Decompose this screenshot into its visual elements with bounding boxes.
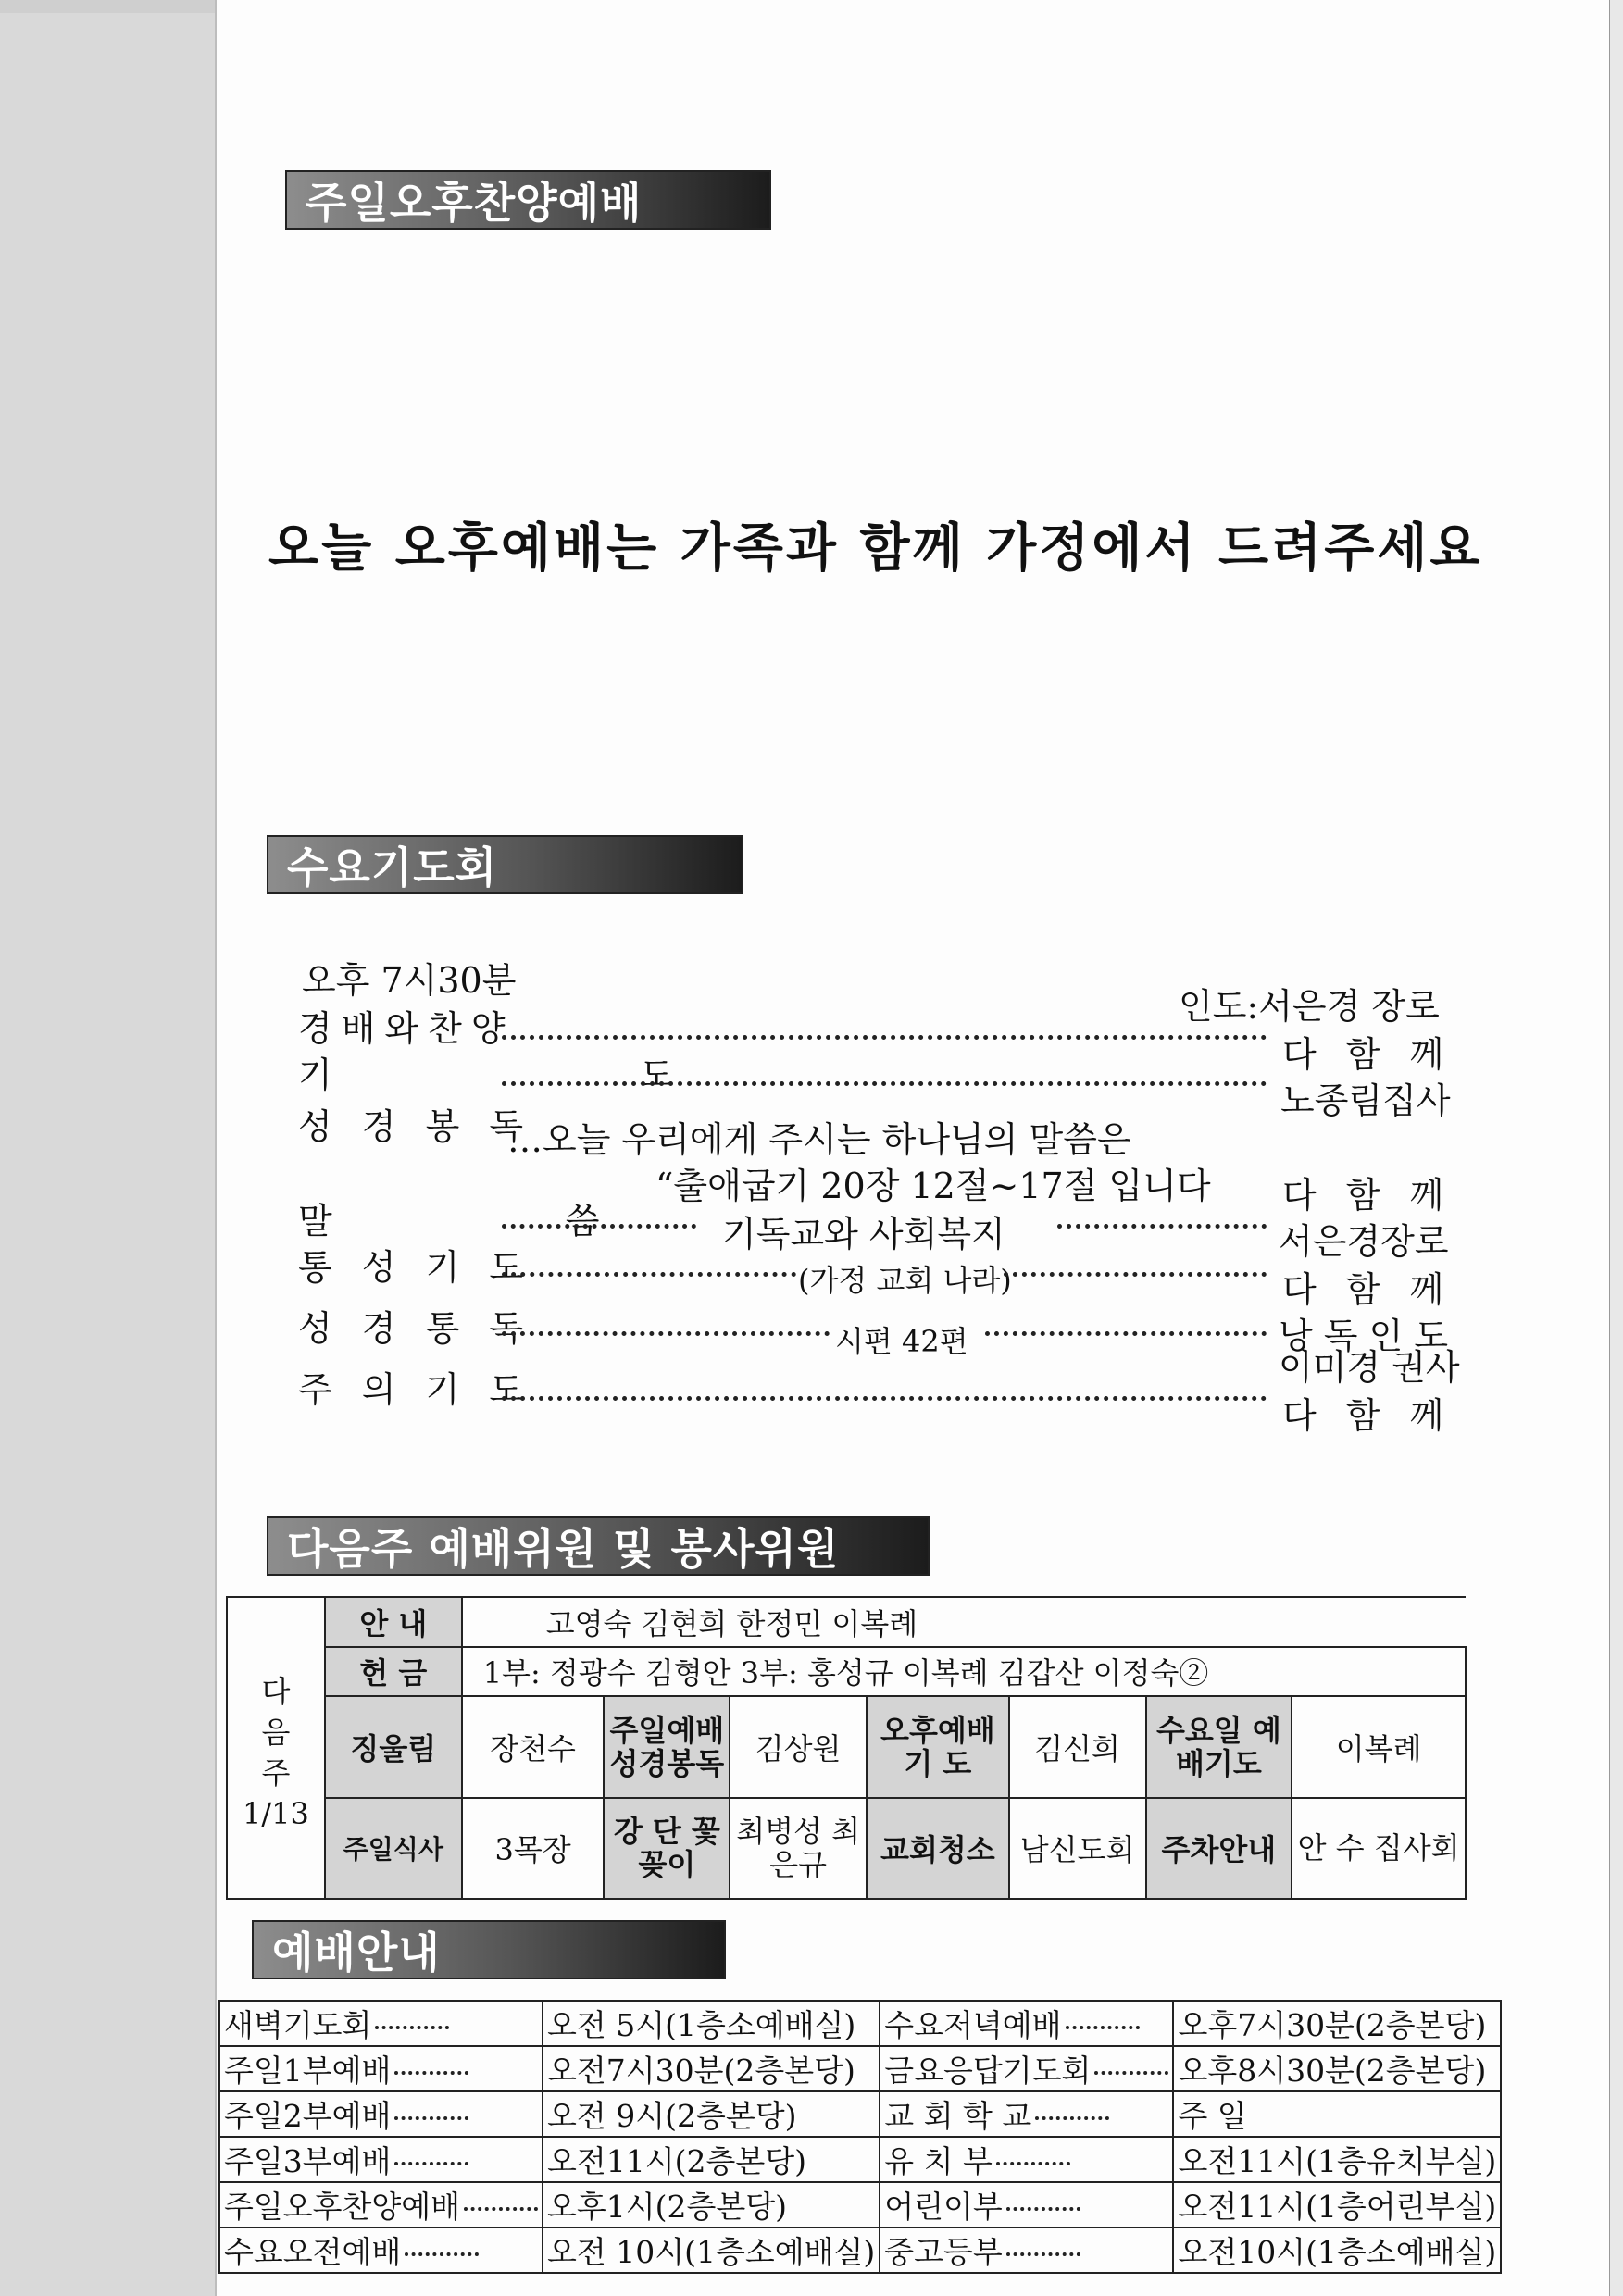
service-name: 주일2부예배 (224, 2098, 392, 2134)
leader-dots (394, 2116, 468, 2120)
scan-right-edge (1609, 0, 1623, 2296)
leader-dots (405, 2252, 479, 2256)
service-time: 오전10시(1층소예배실) (1178, 2234, 1497, 2270)
leader-dots (1066, 2026, 1140, 2029)
role-label: 오후예배 기 도 (867, 1696, 1009, 1797)
service-time-cell (543, 2182, 880, 2227)
program-label: 기 도 (298, 1054, 822, 1095)
service-name: 수요저녁예배 (884, 2007, 1062, 2043)
afternoon-worship-notice: 오늘 오후예배는 가족과 함께 가정에서 드려주세요 (268, 518, 1483, 579)
service-name-cell (880, 2001, 1173, 2046)
table-row (219, 2227, 1501, 2273)
program-right: 노종림집사 (1280, 1080, 1451, 1121)
worship-schedule-table (218, 2000, 1502, 2274)
program-right: 다 함 께 (1282, 1034, 1454, 1075)
section-header-worship-guide (252, 1920, 726, 1979)
service-name: 중고등부 (884, 2234, 1003, 2270)
program-right: 다 함 께 (1282, 1269, 1454, 1310)
table-row (227, 1597, 1466, 1647)
service-time: 오전11시(1층유치부실) (1178, 2143, 1497, 2179)
service-time-cell (1173, 2182, 1501, 2227)
program-right: 낭 독 인 도 (1279, 1316, 1449, 1356)
table-row (219, 2137, 1501, 2182)
role-value: 김신희 (1009, 1696, 1146, 1797)
service-name: 유 치 부 (884, 2143, 993, 2179)
role-label: 수요일 예배기도 (1146, 1696, 1292, 1797)
service-name-cell (880, 2091, 1173, 2137)
prayer-time: 오후 7시30분 (302, 960, 517, 1001)
program-label: 성 경 통 독 (298, 1308, 533, 1349)
program-right: 다 함 께 (1282, 1395, 1454, 1436)
service-time-cell (543, 2227, 880, 2273)
service-name-cell (219, 2001, 543, 2046)
service-name-cell (219, 2046, 543, 2091)
program-middle: (가정 교회 나라) (798, 1263, 1012, 1298)
leader-dots (1057, 1224, 1267, 1229)
service-name: 금요응답기도회 (884, 2053, 1092, 2089)
role-value: 이복례 (1292, 1696, 1466, 1797)
leader-dots (502, 1081, 1267, 1086)
leader-dots (985, 1331, 1267, 1336)
service-time: 오전 9시(2층본당) (547, 2098, 797, 2134)
service-name-cell (219, 2227, 543, 2273)
program-label: 성 경 봉 독 (298, 1106, 533, 1147)
role-label: 징울림 (325, 1696, 462, 1797)
service-time: 오후1시(2층본당) (547, 2189, 788, 2225)
leader-dots (502, 1272, 796, 1277)
role-value: 안 수 집사회 (1292, 1798, 1466, 1899)
service-time: 오전 5시(1층소예배실) (547, 2007, 856, 2043)
service-time: 오전11시(2층본당) (547, 2143, 807, 2179)
service-name: 수요오전예배 (224, 2234, 402, 2270)
service-time-cell (1173, 2227, 1501, 2273)
section-title: 다음주 예배위원 및 봉사위원 (287, 1524, 840, 1574)
leader-dots (394, 2071, 468, 2075)
program-label: 주 의 기 도 (298, 1369, 533, 1410)
role-value: 장천수 (462, 1696, 605, 1797)
section-header-afternoon-worship (285, 170, 771, 230)
program-label: 말 씀 (298, 1201, 711, 1242)
table-row (219, 2091, 1501, 2137)
table-row (219, 2001, 1501, 2046)
program-middle: …오늘 우리에게 주시는 하나님의 말씀은 (507, 1119, 1131, 1160)
program-label: 통 성 기 도 (298, 1247, 533, 1288)
service-time-cell (1173, 2091, 1501, 2137)
leader-dots (502, 1396, 1267, 1401)
leader-dots (1006, 2207, 1080, 2211)
service-time: 주 일 (1178, 2098, 1247, 2134)
service-name: 주일1부예배 (224, 2053, 392, 2089)
section-title: 수요기도회 (287, 842, 498, 892)
program-right: 다 함 께 (1282, 1175, 1454, 1216)
table-row (227, 1696, 1466, 1797)
role-label: 강 단 꽃꽂이 (604, 1798, 730, 1899)
next-week-side-cell (227, 1597, 325, 1899)
service-time: 오전11시(1층어린부실) (1178, 2189, 1497, 2225)
service-time: 오전 10시(1층소예배실) (547, 2234, 876, 2270)
offering-value: 1부: 정광수 김형안 3부: 홍성규 이복례 김갑산 이정숙② (462, 1647, 1466, 1697)
leader-dots (1035, 2116, 1109, 2120)
leader-dots (502, 1331, 830, 1336)
section-header-next-week (267, 1516, 930, 1576)
table-row (219, 2182, 1501, 2227)
service-name-cell (880, 2046, 1173, 2091)
next-week-date: 1/13 (243, 1796, 309, 1831)
service-name-cell (880, 2182, 1173, 2227)
leader-dots (375, 2026, 449, 2029)
table-row (227, 1647, 1466, 1697)
service-time: 오후7시30분(2층본당) (1178, 2007, 1487, 2043)
role-value: 최병성 최은규 (730, 1798, 867, 1899)
role-label: 주일식사 (325, 1798, 462, 1899)
leader-dots (502, 1035, 1267, 1040)
service-name-cell (880, 2227, 1173, 2273)
leader-dots (502, 1224, 696, 1229)
guide-label: 안 내 (325, 1597, 462, 1647)
program-middle: 시편 42편 (835, 1324, 968, 1359)
role-label: 주일예배 성경봉독 (604, 1696, 730, 1797)
role-value: 3목장 (462, 1798, 605, 1899)
guide-value: 고영숙 김현희 한정민 이복례 (462, 1597, 1466, 1647)
service-time-cell (1173, 2137, 1501, 2182)
section-title: 주일오후찬양예배 (306, 178, 643, 228)
role-value: 남신도회 (1009, 1798, 1146, 1899)
service-name: 교 회 학 교 (884, 2098, 1032, 2134)
service-name: 주일3부예배 (224, 2143, 392, 2179)
service-time-cell (543, 2046, 880, 2091)
service-name: 어린이부 (884, 2189, 1003, 2225)
program-middle: 기독교와 사회복지 (722, 1214, 1005, 1254)
prayer-leader: 인도:서은경 장로 (1179, 986, 1440, 1027)
program-right: 서은경장로 (1279, 1221, 1449, 1262)
service-time-cell (543, 2091, 880, 2137)
next-week-committee-table (226, 1596, 1467, 1900)
role-value: 김상원 (730, 1696, 867, 1797)
service-name: 새벽기도회 (224, 2007, 372, 2043)
offering-label: 헌 금 (325, 1647, 462, 1697)
table-row (219, 2046, 1501, 2091)
service-time: 오전7시30분(2층본당) (547, 2053, 855, 2089)
service-name: 주일오후찬양예배 (224, 2189, 461, 2225)
service-name-cell (219, 2137, 543, 2182)
section-title: 예배안내 (272, 1928, 441, 1978)
leader-dots (394, 2162, 468, 2165)
program-label: 경배와찬양 (298, 1008, 515, 1049)
leader-dots (464, 2207, 538, 2211)
leader-dots (996, 2162, 1070, 2165)
leader-dots (1004, 1272, 1267, 1277)
role-label: 교회청소 (867, 1798, 1009, 1899)
service-time-cell (543, 2001, 880, 2046)
service-time: 오후8시30분(2층본당) (1178, 2053, 1487, 2089)
leader-dots (1094, 2071, 1168, 2075)
service-time-cell (543, 2137, 880, 2182)
program-middle: “출애굽기 20장 12절~17절 입니다 (655, 1166, 1211, 1206)
service-name-cell (219, 2182, 543, 2227)
leader-dots (1006, 2252, 1080, 2256)
service-time-cell (1173, 2046, 1501, 2091)
service-name-cell (219, 2091, 543, 2137)
worship-schedule-body (219, 2001, 1501, 2273)
role-label: 주차안내 (1146, 1798, 1292, 1899)
service-time-cell (1173, 2001, 1501, 2046)
table-row (227, 1798, 1466, 1899)
service-name-cell (880, 2137, 1173, 2182)
program-right: 이미경 권사 (1279, 1347, 1460, 1388)
section-header-wednesday-prayer (267, 835, 743, 894)
next-week-label: 다음주 (261, 1674, 291, 1791)
